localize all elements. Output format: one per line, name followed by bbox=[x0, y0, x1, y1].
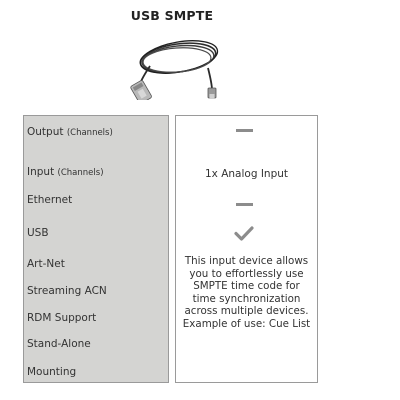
product-description: This input device allows you to effortlessly use SMPTE time code for time synchronization across multiple devices. Example of use: Cue List bbox=[182, 255, 311, 330]
feature-label-usb: USB bbox=[27, 227, 49, 239]
feature-label-rdm-support: RDM Support bbox=[27, 312, 97, 324]
feature-label-text: Input bbox=[27, 166, 55, 178]
usb-smpte-cable-icon bbox=[128, 28, 220, 100]
feature-labels-panel bbox=[23, 115, 169, 383]
feature-label-text: Output bbox=[27, 126, 64, 138]
feature-label-qualifier: (Channels) bbox=[66, 128, 113, 138]
feature-label-streaming-acn: Streaming ACN bbox=[27, 285, 107, 297]
input-value: 1x Analog Input bbox=[204, 168, 289, 180]
feature-label-mounting: Mounting bbox=[27, 366, 77, 378]
feature-label-input bbox=[27, 166, 104, 178]
product-title: USB SMPTE bbox=[130, 8, 214, 23]
feature-label-stand-alone: Stand-Alone bbox=[27, 338, 91, 350]
dash-icon bbox=[236, 129, 253, 132]
feature-label-qualifier: (Channels) bbox=[57, 168, 104, 178]
dash-icon bbox=[236, 203, 253, 206]
feature-label-output bbox=[27, 126, 113, 138]
feature-label-ethernet: Ethernet bbox=[27, 194, 73, 206]
feature-label-art-net: Art-Net bbox=[27, 258, 65, 270]
feature-values-panel bbox=[175, 115, 318, 383]
checkmark-icon bbox=[234, 225, 254, 241]
